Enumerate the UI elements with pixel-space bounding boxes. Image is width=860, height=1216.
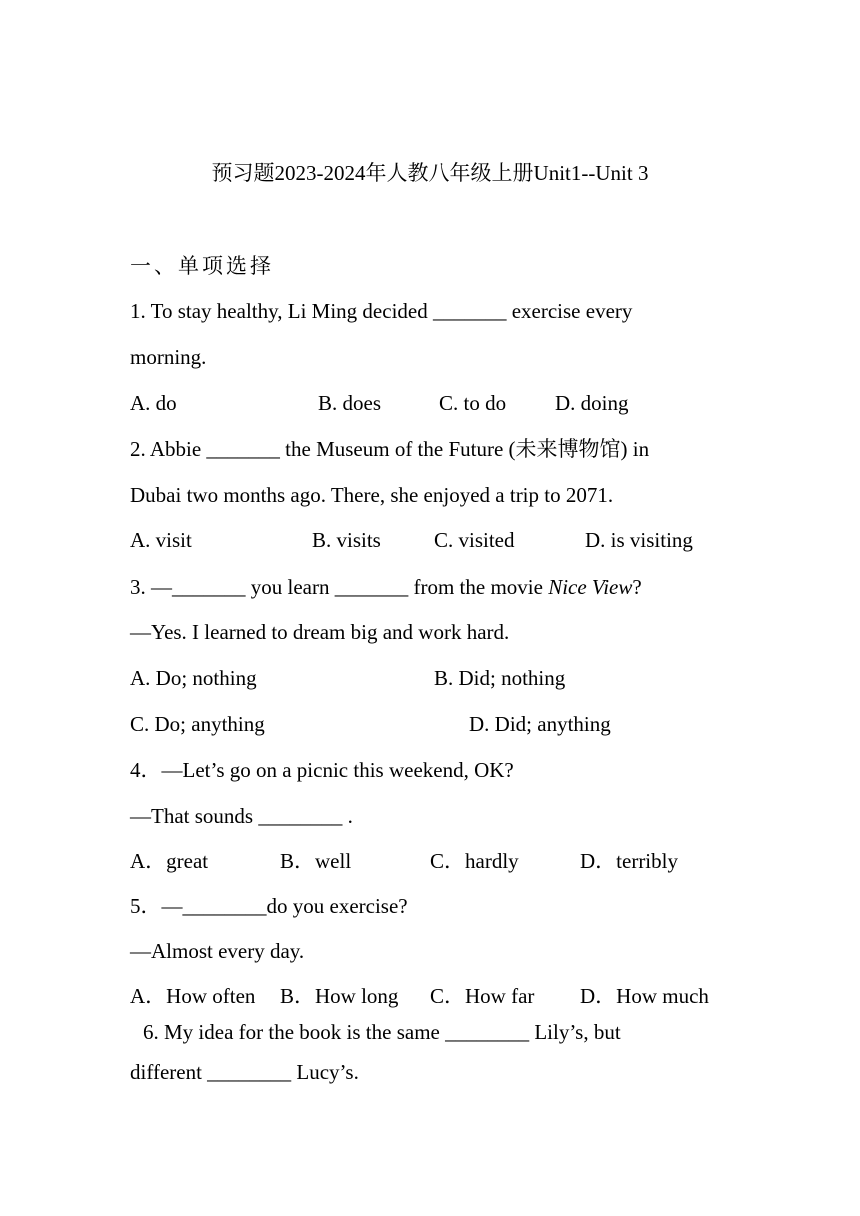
- question-1-line-1: 1. To stay healthy, Li Ming decided _______ exercise every: [130, 299, 633, 323]
- question-3-option-b: B. Did; nothing: [434, 666, 566, 690]
- question-2-line-1: 2. Abbie _______ the Museum of the Future (未来博物馆) in: [130, 437, 650, 461]
- question-2-option-a: A. visit: [130, 528, 192, 552]
- question-4-line-1: 4．—Let’s go on a picnic this weekend, OK?: [130, 758, 514, 782]
- question-5-option-c: C．How far: [430, 984, 535, 1008]
- section-heading: 一、单项选择: [130, 254, 274, 278]
- question-2-line-2: Dubai two months ago. There, she enjoyed a trip to 2071.: [130, 483, 614, 507]
- question-2-option-c: C. visited: [434, 528, 515, 552]
- question-3-movie-title: Nice View: [548, 575, 633, 599]
- question-4-option-a: A．great: [130, 849, 209, 873]
- question-4-option-b: B．well: [280, 849, 352, 873]
- question-1-option-d: D. doing: [555, 391, 629, 415]
- question-3-option-c: C. Do; anything: [130, 712, 265, 736]
- document-title: 预习题2023-2024年人教八年级上册Unit1--Unit 3: [211, 161, 649, 185]
- question-3-line-1: [130, 574, 642, 600]
- question-5-option-d: D．How much: [580, 984, 709, 1008]
- question-2-option-d: D. is visiting: [585, 528, 693, 552]
- question-5-option-b: B．How long: [280, 984, 399, 1008]
- question-3-question-mark: ?: [632, 575, 642, 599]
- question-6-line-1: 6. My idea for the book is the same ________ Lily’s, but: [143, 1020, 621, 1044]
- question-2-option-b: B. visits: [312, 528, 381, 552]
- question-4-option-c: C．hardly: [430, 849, 519, 873]
- question-5-option-a: A．How often: [130, 984, 256, 1008]
- question-3-stem: 3. —_______ you learn _______ from the movie: [130, 575, 549, 599]
- question-6-line-2: different ________ Lucy’s.: [130, 1060, 359, 1084]
- question-3-option-d: D. Did; anything: [469, 712, 611, 736]
- question-1-line-2: morning.: [130, 345, 207, 369]
- question-5-line-2: —Almost every day.: [130, 939, 305, 963]
- question-4-option-d: D．terribly: [580, 849, 678, 873]
- question-4-line-2: —That sounds ________ .: [130, 804, 353, 828]
- question-3-line-2: —Yes. I learned to dream big and work hard.: [130, 620, 510, 644]
- question-3-option-a: A. Do; nothing: [130, 666, 257, 690]
- question-1-option-b: B. does: [318, 391, 381, 415]
- question-1-option-c: C. to do: [439, 391, 507, 415]
- question-5-line-1: 5．—________do you exercise?: [130, 894, 408, 918]
- question-1-option-a: A. do: [130, 391, 177, 415]
